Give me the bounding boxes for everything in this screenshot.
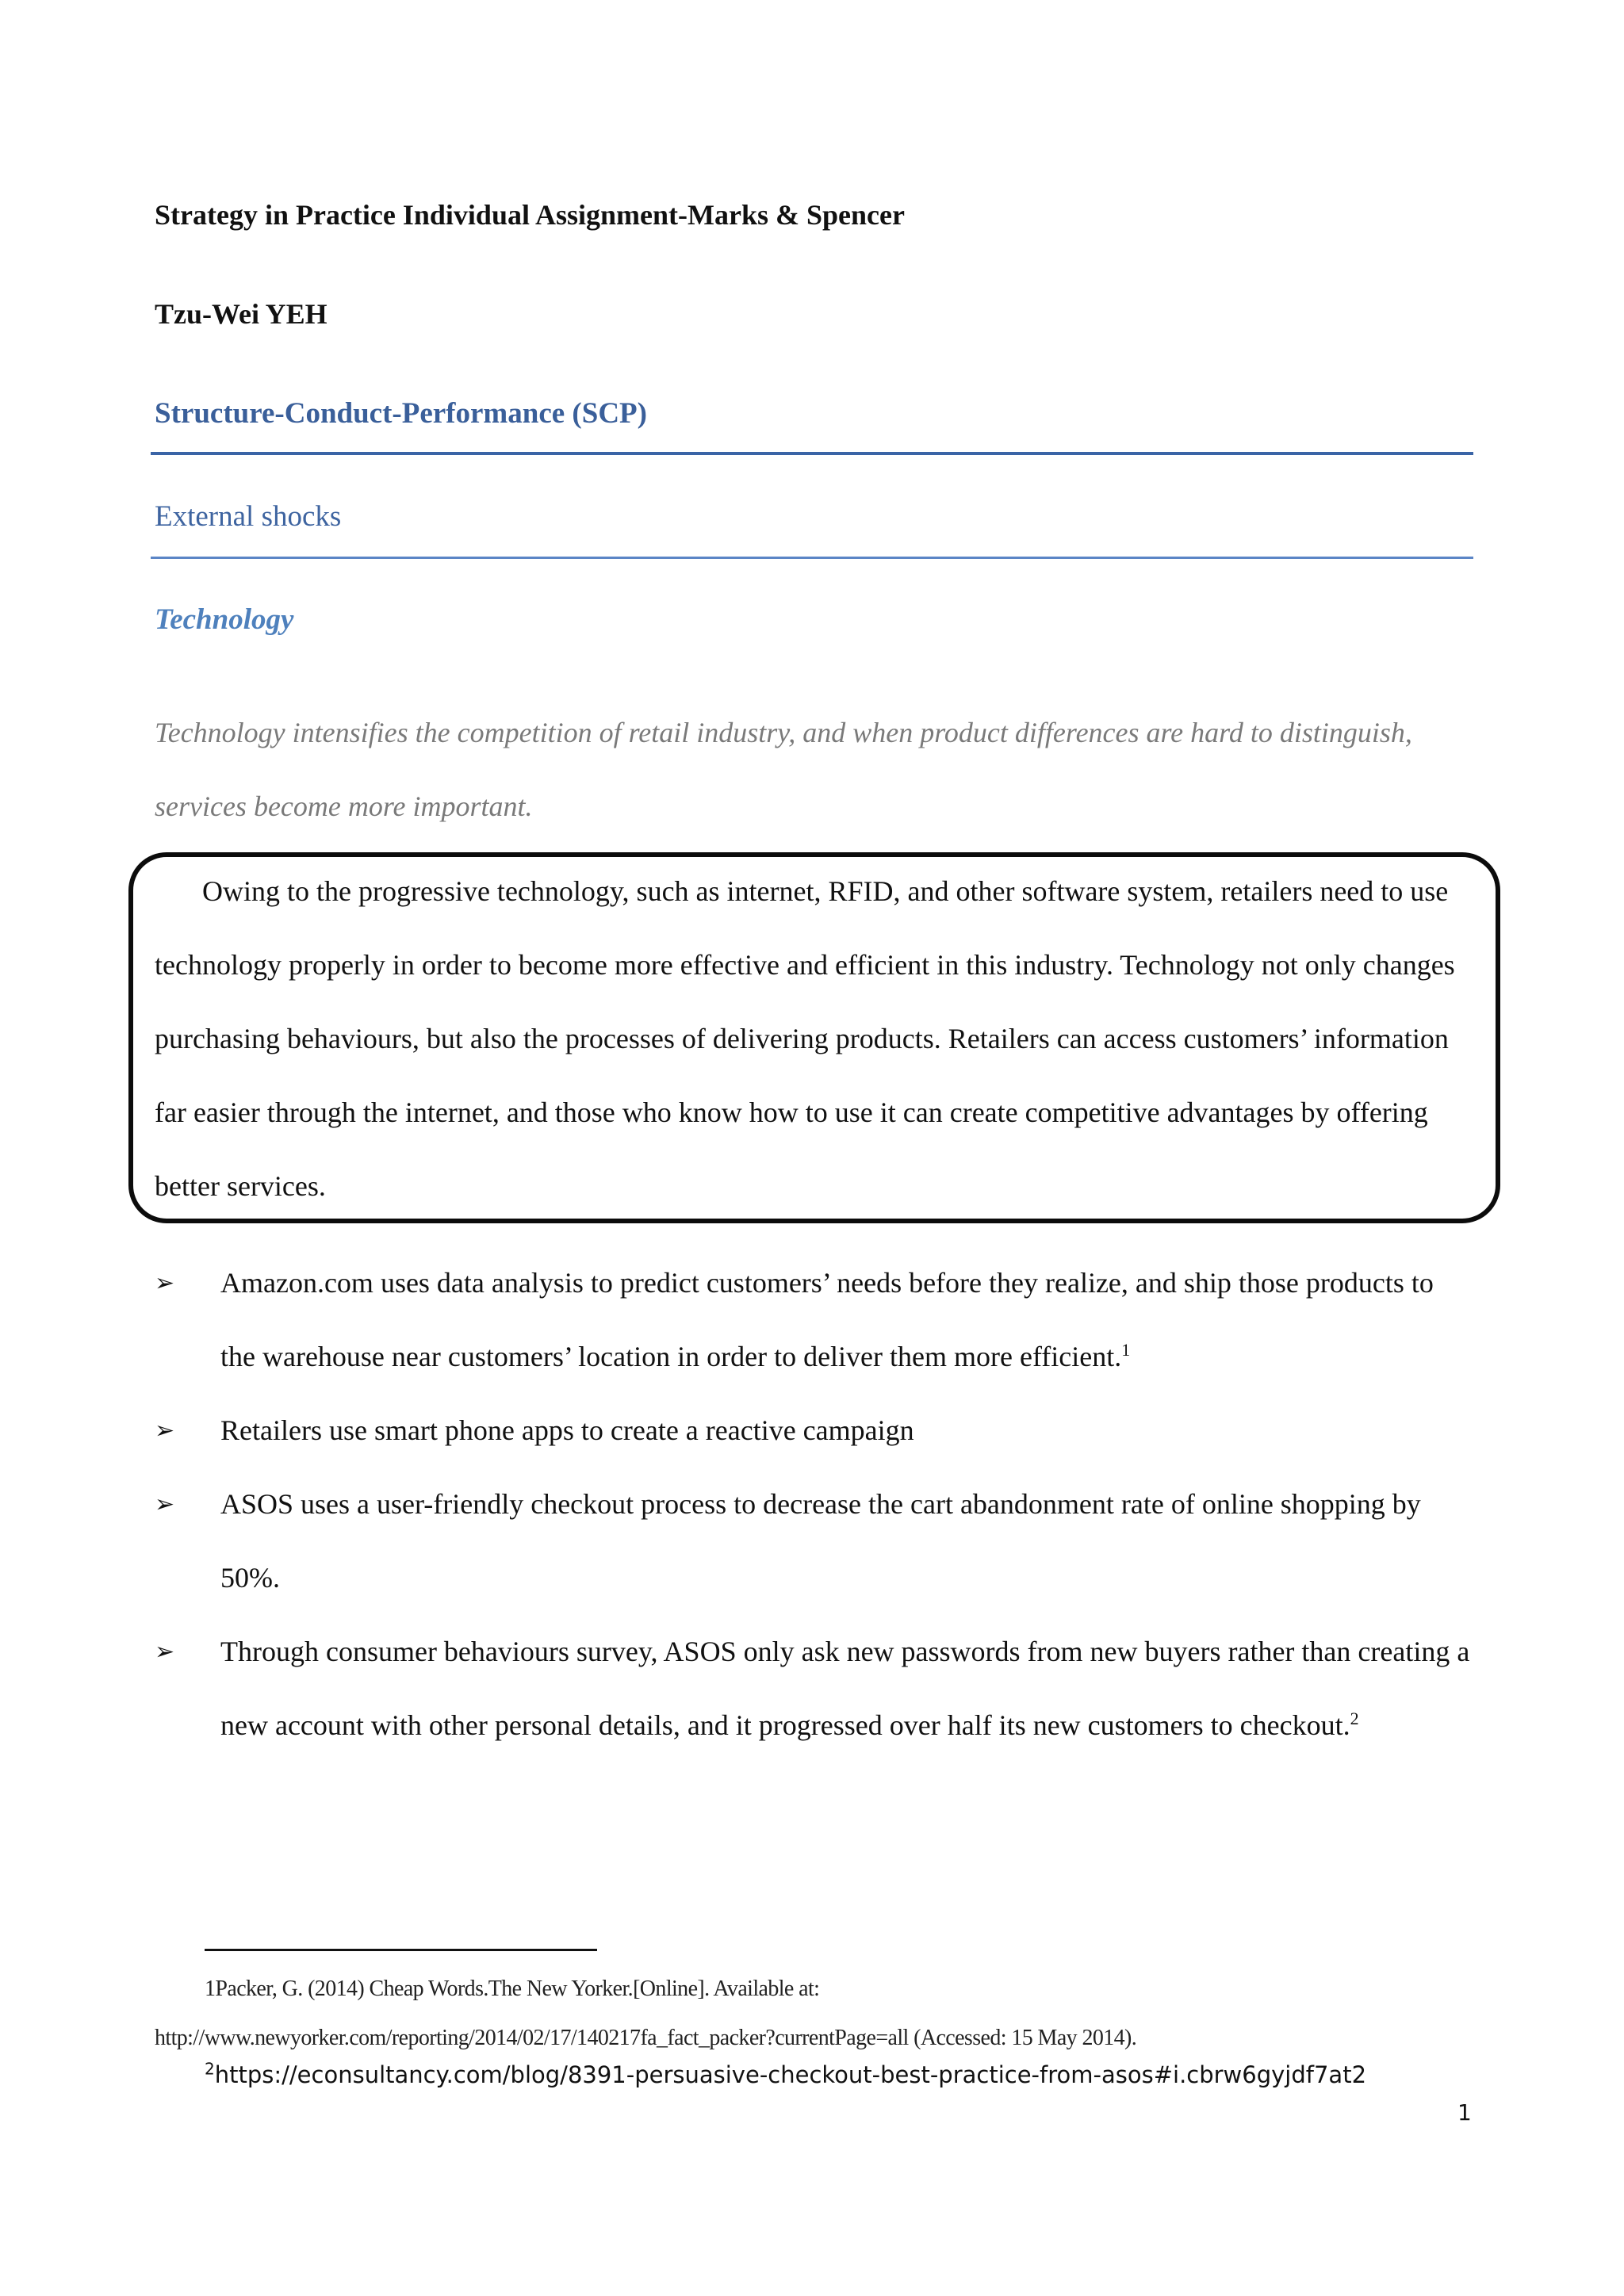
footnote-2-marker: 2 <box>205 2059 215 2079</box>
arrow-bullet-icon: ➢ <box>155 1490 175 1518</box>
footnote-1-line-1: 1Packer, G. (2014) Cheap Words.The New Yorker.[Online]. Available at: <box>205 1976 820 2001</box>
list-item <box>155 1246 1471 1394</box>
footnote-ref: 2 <box>1350 1709 1359 1728</box>
author-name: Tzu-Wei YEH <box>155 298 327 330</box>
footnote-1-line-2: http://www.newyorker.com/reporting/2014/02/17/140217fa_fact_packer?currentPage=all (Accessed: 15 May 2014). <box>155 2026 1137 2050</box>
footnote-separator <box>205 1949 597 1951</box>
heading-technology: Technology <box>155 603 294 636</box>
bullet-text: Through consumer behaviours survey, ASOS only ask new passwords from new buyers rather than creating a new account with other personal details, and it progressed over half its new customers to checkout. <box>220 1636 1470 1741</box>
footnote-2-link[interactable]: https://econsultancy.com/blog/8391-persuasive-checkout-best-practice-from-asos#i.cbrw6gyjdf7at2 <box>214 2061 1367 2088</box>
arrow-bullet-icon: ➢ <box>155 1269 175 1297</box>
heading-external-shocks: External shocks <box>155 500 342 533</box>
list-item <box>155 1615 1471 1762</box>
page-number: 1 <box>1457 2099 1472 2126</box>
heading-scp: Structure-Conduct-Performance (SCP) <box>155 397 647 430</box>
bullet-text: ASOS uses a user-friendly checkout process to decrease the cart abandonment rate of online shopping by 50%. <box>220 1488 1421 1594</box>
arrow-bullet-icon: ➢ <box>155 1638 175 1666</box>
list-item <box>155 1394 1471 1468</box>
list-item <box>155 1468 1471 1615</box>
bullet-text: Retailers use smart phone apps to create a reactive campaign <box>220 1414 914 1446</box>
technology-subtitle: Technology intensifies the competition of retail industry, and when product differences are hard to distinguish, services become more important. <box>155 717 1412 822</box>
subheading-rule <box>151 557 1473 559</box>
bullet-text: Amazon.com uses data analysis to predict customers’ needs before they realize, and ship those products to the warehouse near customers’ location in order to deliver them more efficient. <box>220 1267 1434 1372</box>
document-title: Strategy in Practice Individual Assignment-Marks & Spencer <box>155 199 905 231</box>
boxed-paragraph: Owing to the progressive technology, such as internet, RFID, and other software system, retailers need to use technology properly in order to become more effective and efficient in this industry. Technology not only changes purchasing behaviours, but also the processes of delivering products. Retailers can access customers’ information far easier through the internet, and those who know how to use it can create competitive advantages by offering better services. <box>155 875 1455 1202</box>
footnote-ref: 1 <box>1121 1340 1131 1360</box>
bullet-list <box>155 1246 1471 1762</box>
heading-rule <box>151 452 1473 455</box>
arrow-bullet-icon: ➢ <box>155 1417 175 1445</box>
footnote-2 <box>205 2061 1366 2088</box>
